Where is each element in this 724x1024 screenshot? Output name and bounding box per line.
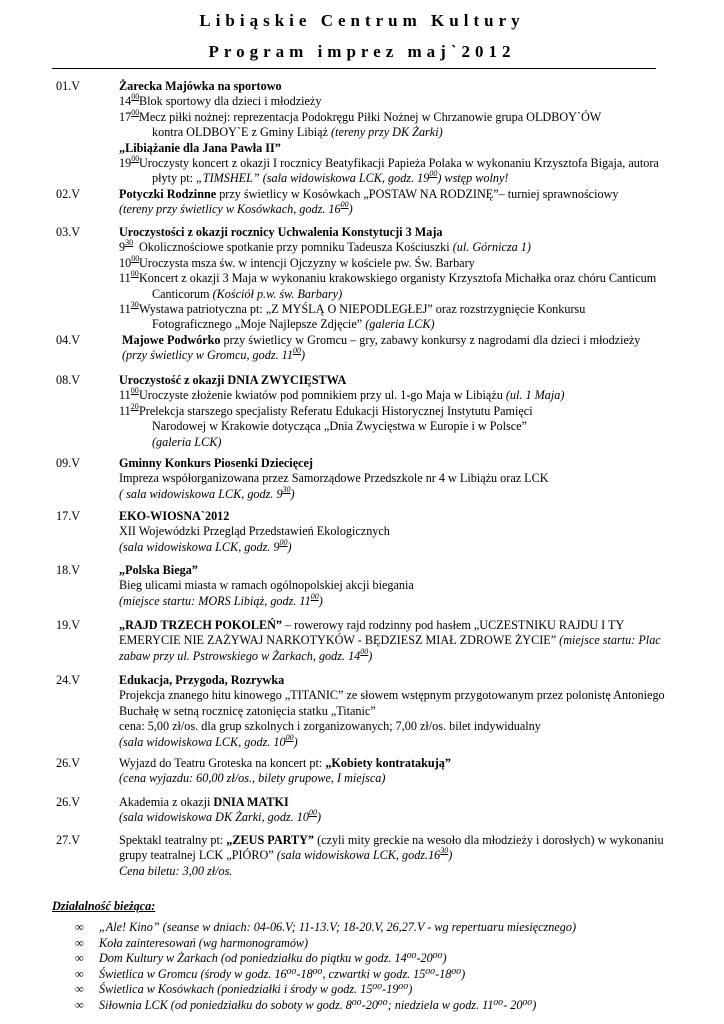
document-subtitle: Program imprez maj`2012 xyxy=(208,42,516,61)
list-item: ∞ Świetlica w Gromcu (środy w godz. 16⁰⁰-18⁰⁰, czwartki w godz. 15⁰⁰-18⁰⁰) xyxy=(75,966,466,981)
ongoing-list xyxy=(75,920,576,1014)
event-date: 24.V xyxy=(56,673,81,687)
list-item: ∞ „Ale! Kino” (seanse w dniach: 04-06.V; 11-13.V; 18-20.V, 26,27.V - wg repertuaru miesięcznego) xyxy=(75,920,577,934)
infinity-bullet-icon: ∞ xyxy=(75,951,84,966)
list-item: ∞ Dom Kultury w Żarkach (od poniedziałku do piątku w godz. 14⁰⁰-20⁰⁰) xyxy=(75,951,447,966)
document-title: Libiąskie Centrum Kultury xyxy=(199,11,525,30)
infinity-bullet-icon: ∞ xyxy=(75,997,84,1012)
event-title: EKO-WIOSNA`2012 xyxy=(119,509,230,523)
event-date: 18.V xyxy=(56,563,81,577)
event-title: Edukacja, Przygoda, Rozrywka xyxy=(119,673,285,687)
event-date: 04.V xyxy=(56,333,81,347)
infinity-bullet-icon: ∞ xyxy=(75,920,84,934)
list-item: ∞ Świetlica w Kosówkach (poniedziałki i środy w godz. 15⁰⁰-19⁰⁰) xyxy=(75,982,413,997)
event-title: Gminny Konkurs Piosenki Dziecięcej xyxy=(119,456,313,470)
event-date: 27.V xyxy=(56,833,81,847)
event-title: „Polska Biega” xyxy=(119,563,198,577)
event-date: 02.V xyxy=(56,187,81,201)
infinity-bullet-icon: ∞ xyxy=(75,935,84,950)
event-title: Uroczystość z okazji DNIA ZWYCIĘSTWA xyxy=(119,373,347,387)
event-date: 17.V xyxy=(56,509,81,523)
event-date: 03.V xyxy=(56,225,81,239)
event-date: 26.V xyxy=(56,756,81,770)
event-title: Uroczystości z okazji rocznicy Uchwalenia Konstytucji 3 Maja xyxy=(119,225,443,239)
event-subtitle: „Libiążanie dla Jana Pawła II” xyxy=(119,140,281,155)
event-date: 26.V xyxy=(56,795,81,809)
event-title: Żarecka Majówka na sportowo xyxy=(119,79,282,93)
event-date: 08.V xyxy=(56,373,81,387)
event-date: 19.V xyxy=(56,618,81,632)
infinity-bullet-icon: ∞ xyxy=(75,982,84,997)
event-date: 01.V xyxy=(56,79,81,93)
event-date: 09.V xyxy=(56,456,81,470)
infinity-bullet-icon: ∞ xyxy=(75,966,84,981)
ongoing-heading: Działalność bieżąca: xyxy=(52,899,156,913)
list-item: ∞ Koła zainteresowań (wg harmonogramów) xyxy=(75,935,309,950)
header-divider xyxy=(52,68,656,69)
list-item: ∞ Siłownia LCK (od poniedziałku do soboty w godz. 8⁰⁰-20⁰⁰; niedziela w godz. 11⁰⁰- 20⁰⁰) xyxy=(75,997,537,1012)
